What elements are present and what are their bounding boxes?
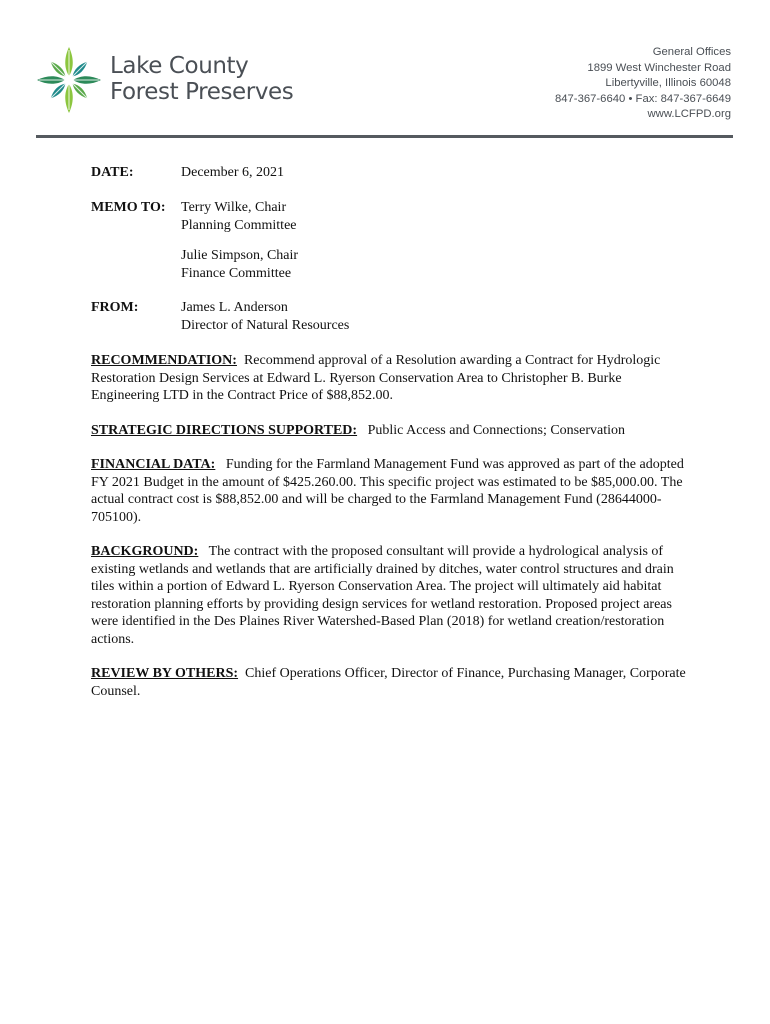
- recipient-2-title: Finance Committee: [181, 266, 292, 281]
- financial-heading: FINANCIAL DATA:: [91, 457, 216, 472]
- financial-section: [91, 456, 691, 526]
- header-divider: [36, 135, 733, 138]
- review-section: [91, 665, 691, 700]
- org-name-line-1: Lake County: [110, 53, 249, 79]
- background-heading: BACKGROUND:: [91, 544, 199, 559]
- sender-title: Director of Natural Resources: [181, 318, 350, 333]
- review-text: Chief Operations Officer, Director of Finance, Purchasing Manager, Corporate Counsel.: [91, 666, 686, 699]
- memo-header: [91, 164, 691, 335]
- memo-to-label: MEMO TO:: [91, 200, 166, 215]
- sender-name: James L. Anderson: [181, 300, 288, 315]
- org-name-line-2: Forest Preserves: [110, 79, 294, 105]
- memo-to-row: [91, 199, 691, 283]
- from-row: [91, 299, 691, 335]
- from-label: FROM:: [91, 300, 139, 315]
- date-label: DATE:: [91, 165, 134, 180]
- contact-block: [555, 45, 731, 123]
- contact-office: General Offices: [652, 46, 731, 58]
- contact-city: Libertyville, Illinois 60048: [605, 77, 731, 89]
- strategic-text: Public Access and Connections; Conservation: [367, 423, 625, 438]
- contact-website: www.LCFPD.org: [647, 108, 731, 120]
- strategic-section: [91, 422, 691, 440]
- contact-phone-fax: 847-367-6640 • Fax: 847-367-6649: [554, 92, 731, 105]
- strategic-heading: STRATEGIC DIRECTIONS SUPPORTED:: [91, 423, 358, 438]
- recipient-1-name: Terry Wilke, Chair: [181, 200, 287, 215]
- review-heading: REVIEW BY OTHERS:: [91, 666, 239, 681]
- forest-preserves-leaf-logo-icon: [36, 45, 102, 115]
- recommendation-text: Recommend approval of a Resolution awarding a Contract for Hydrologic Restoration Design Services at Edward L. Ryerson Conservation Area to Christopher B. Burke Engineering LTD in the Contract Price of $88,852.00.: [91, 353, 661, 404]
- recipient-2-name: Julie Simpson, Chair: [181, 248, 299, 263]
- recommendation-heading: RECOMMENDATION:: [91, 353, 237, 368]
- recipient-1-title: Planning Committee: [181, 218, 297, 233]
- date-value: December 6, 2021: [181, 165, 285, 180]
- organization-name: [110, 53, 293, 105]
- recommendation-section: [91, 352, 691, 405]
- background-text: The contract with the proposed consultant will provide a hydrological analysis of existing wetlands and wetlands that are artificially drained by ditches, water control structures and drain tiles within a portion of Edward L. Ryerson Conservation Area. The project will ultimately aid habitat restoration planning efforts by providing design services for wetland restoration. Proposed project areas were identified in the Des Plaines River Watershed-Based Plan (2018) for wetland creation/restoration actions.: [91, 544, 674, 647]
- date-row: [91, 164, 691, 182]
- background-section: [91, 543, 691, 649]
- contact-street: 1899 West Winchester Road: [587, 61, 731, 74]
- financial-text: Funding for the Farmland Management Fund was approved as part of the adopted FY 2021 Budget in the amount of $425.260.00. This specific project was estimated to be $85,000.00. The actual contract cost is $88,852.00 and will be charged to the Farmland Management Fund (28644000-705100).: [91, 457, 684, 525]
